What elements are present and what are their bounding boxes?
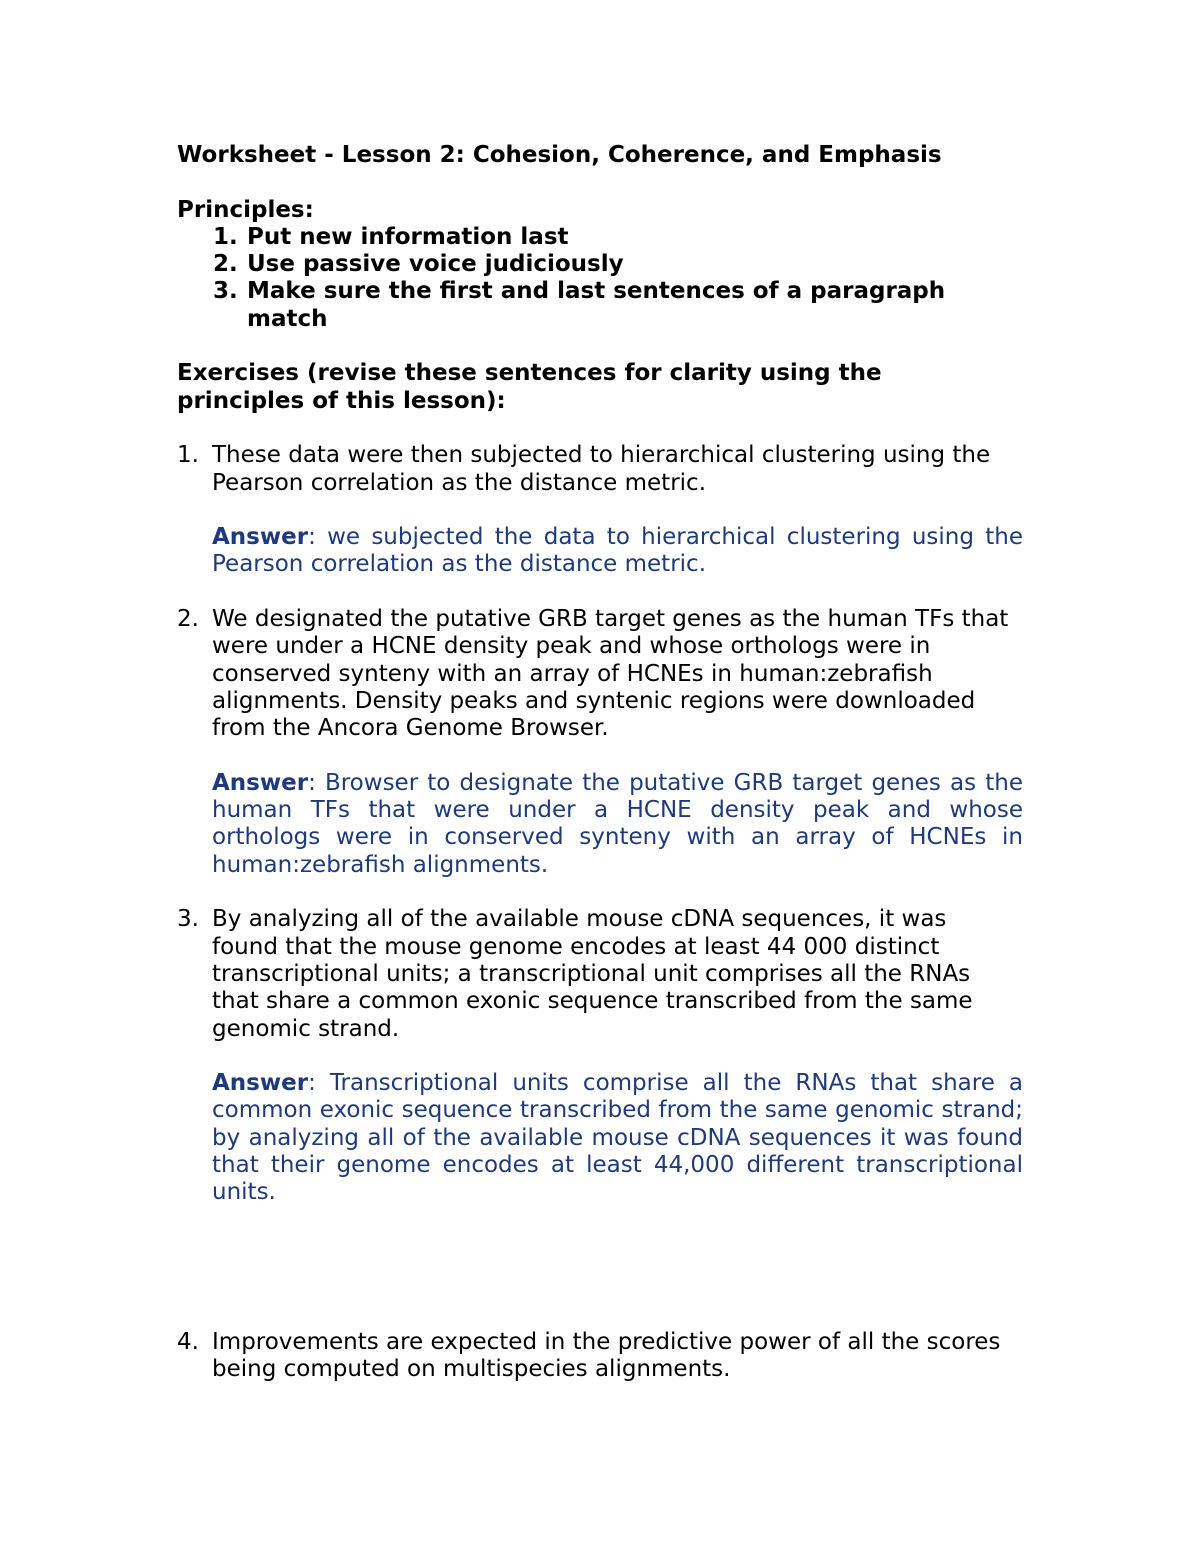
answer-separator: : <box>308 1070 330 1097</box>
principle-number: 1. <box>213 223 238 250</box>
exercise-question: We designated the putative GRB target genes as the human TFs that were under a HCNE density peak and whose orthologs were in conserved synteny with an array of HCNEs in human:zebrafish alignments. Density peaks and syntenic regions were downloaded from the Ancora Genome Browser. <box>212 606 1009 742</box>
exercise-item <box>177 442 1037 578</box>
exercise-answer <box>212 770 1023 879</box>
exercise-item <box>177 606 1037 879</box>
principles-heading: Principles: <box>177 196 314 223</box>
principle-number: 3. <box>213 278 238 305</box>
answer-separator: : <box>308 769 325 796</box>
answer-text: Browser to designate the putative GRB target genes as the human TFs that were under a HCNE density peak and whose orthologs were in conserved synteny with an array of HCNEs in human:zebrafish alignments. <box>212 769 1024 878</box>
worksheet-title: Worksheet - Lesson 2: Cohesion, Coherence, and Emphasis <box>177 142 942 168</box>
answer-label: Answer <box>212 524 309 551</box>
principle-text: Use passive voice judiciously <box>247 251 624 278</box>
exercise-number: 3. <box>177 906 199 933</box>
answer-separator: : <box>308 524 328 551</box>
exercise-item <box>177 906 1037 1206</box>
exercise-number: 4. <box>177 1328 199 1355</box>
principle-item <box>177 278 1037 333</box>
answer-label: Answer <box>212 769 309 796</box>
principle-number: 2. <box>213 251 238 278</box>
principle-text: Make sure the first and last sentences of a paragraph match <box>247 278 946 332</box>
principle-item <box>177 224 1037 251</box>
exercise-question: By analyzing all of the available mouse cDNA sequences, it was found that the mouse genome encodes at least 44 000 distinct transcriptional units; a transcriptional unit comprises all the RNAs that share a common exonic sequence transcribed from the same genomic strand. <box>212 906 973 1042</box>
exercise-answer <box>212 524 1023 579</box>
exercise-answer <box>212 1070 1023 1206</box>
blank-space <box>177 1207 1037 1302</box>
exercises-heading: Exercises (revise these sentences for clarity using the principles of this lesson): <box>177 360 882 414</box>
principles-list <box>177 224 1037 333</box>
exercise-number: 1. <box>177 442 199 469</box>
principle-text: Put new information last <box>247 223 569 250</box>
exercise-number: 2. <box>177 606 199 633</box>
answer-text: we subjected the data to hierarchical clustering using the Pearson correlation as the distance metric. <box>212 524 1024 578</box>
document-content <box>177 142 1037 1383</box>
exercise-item <box>177 1329 1037 1384</box>
exercise-question: These data were then subjected to hierarchical clustering using the Pearson correlation as the distance metric. <box>212 442 991 496</box>
principle-item <box>177 251 1037 278</box>
answer-text: Transcriptional units comprise all the RNAs that share a common exonic sequence transcribed from the same genomic strand; by analyzing all of the available mouse cDNA sequences it was found that their genome encodes at least 44,000 different transcriptional units. <box>212 1070 1024 1206</box>
answer-label: Answer <box>212 1070 309 1097</box>
exercise-question: Improvements are expected in the predictive power of all the scores being computed on multispecies alignments. <box>212 1328 1001 1383</box>
